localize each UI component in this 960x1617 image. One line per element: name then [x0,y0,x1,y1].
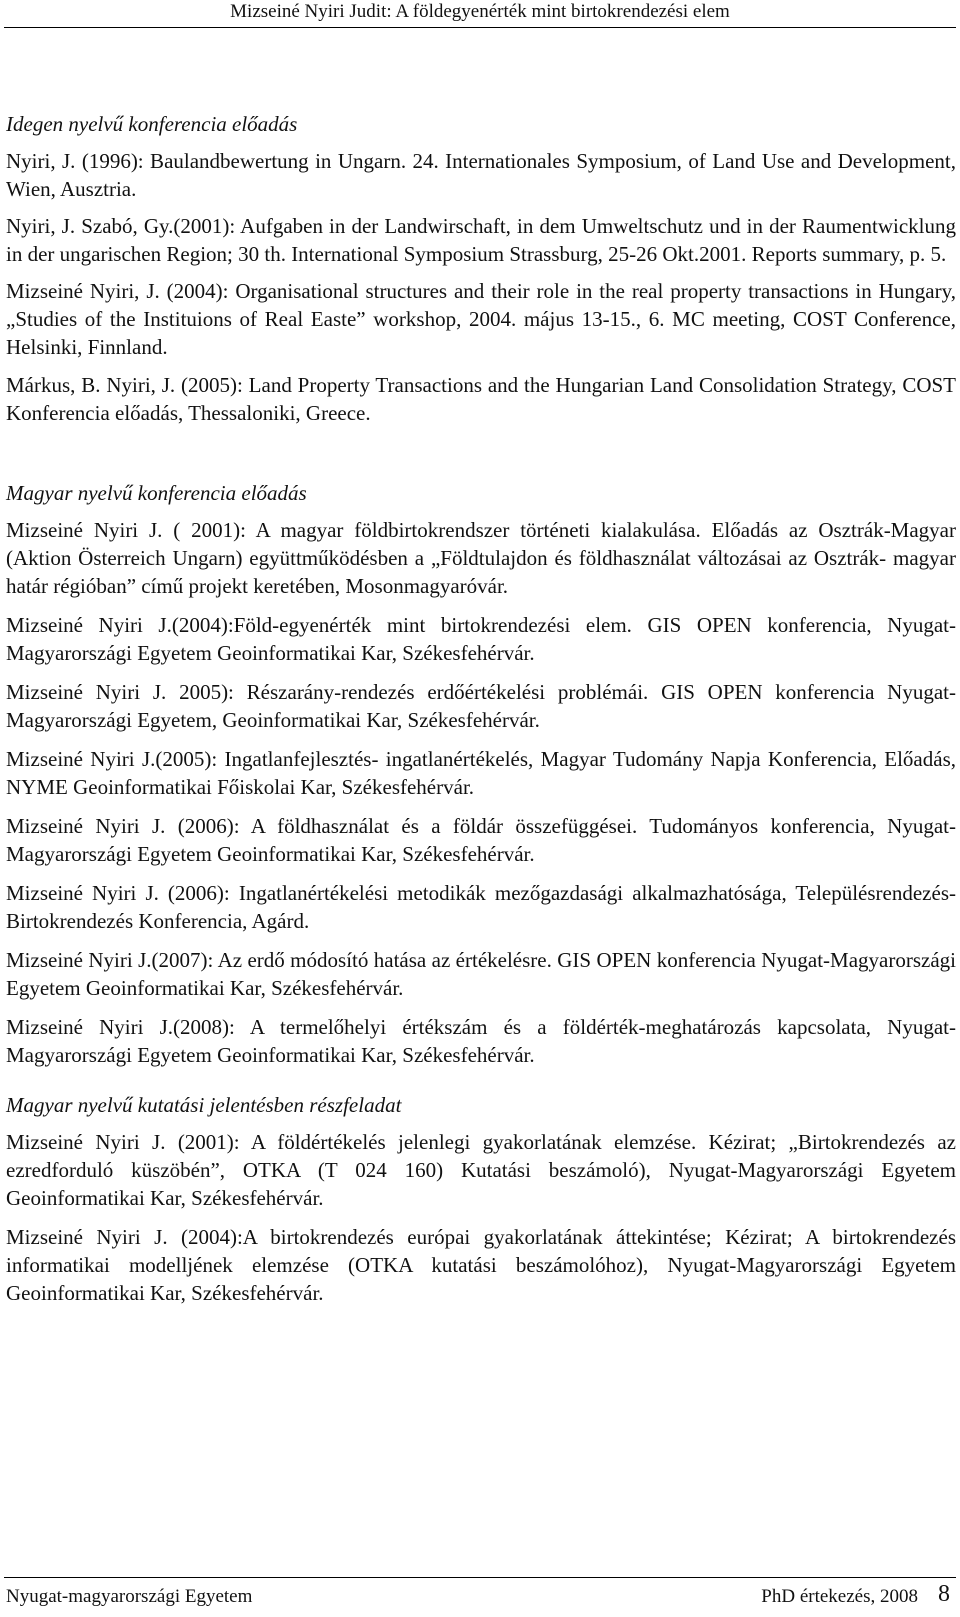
reference-entry: Mizseiné Nyiri J.(2007): Az erdő módosító hatása az értékelésre. GIS OPEN konferencia Nyugat-Magyarországi Egyetem Geoinformatikai Kar, Székesfehérvár. [6,948,956,1000]
reference-entry: Mizseiné Nyiri J.(2005): Ingatlanfejlesztés- ingatlanértékelés, Magyar Tudomány Napja Konferencia, Előadás, NYME Geoinformatikai Főiskolai Kar, Székesfehérvár. [6,747,956,799]
footer-rule [4,1577,956,1578]
reference-entry: Nyiri, J. Szabó, Gy.(2001): Aufgaben in der Landwirschaft, in dem Umweltschutz und in der Raumentwicklung in der ungarischen Region; 30 th. International Symposium Strassburg, 25-26 Okt.2001. Reports summary, p. 5. [6,214,956,266]
reference-entry: Mizseiné Nyiri J. 2005): Részarány-rendezés erdőértékelési problémái. GIS OPEN konferencia Nyugat-Magyarországi Egyetem, Geoinformatikai Kar, Székesfehérvár. [6,680,956,732]
section-title-research-report: Magyar nyelvű kutatási jelentésben részfeladat [6,1093,402,1117]
page-number: 8 [938,1581,950,1607]
reference-entry: Mizseiné Nyiri J. (2006): Ingatlanértékelési metodikák mezőgazdasági alkalmazhatósága, Településrendezés-Birtokrendezés Konferencia, Agárd. [6,881,956,933]
reference-entry: Mizseiné Nyiri, J. (2004): Organisational structures and their role in the real property transactions in Hungary, „Studies of the Instituions of Real Easte” workshop, 2004. május 13-15., 6. MC meeting, COST Conference, Helsinki, Finnland. [6,279,956,359]
reference-entry: Mizseiné Nyiri J.(2008): A termelőhelyi értékszám és a földérték-meghatározás kapcsolata, Nyugat-Magyarországi Egyetem Geoinformatikai Kar, Székesfehérvár. [6,1015,956,1067]
section-title-hungarian-conference: Magyar nyelvű konferencia előadás [6,481,307,505]
section-title-foreign-conference: Idegen nyelvű konferencia előadás [6,112,298,136]
reference-entry: Nyiri, J. (1996): Baulandbewertung in Ungarn. 24. Internationales Symposium, of Land Use and Development, Wien, Ausztria. [6,149,956,201]
reference-entry: Márkus, B. Nyiri, J. (2005): Land Property Transactions and the Hungarian Land Consolidation Strategy, COST Konferencia előadás, Thessaloniki, Greece. [6,373,956,425]
reference-entry: Mizseiné Nyiri J. (2001): A földértékelés jelenlegi gyakorlatának elemzése. Kézirat; „Birtokrendezés az ezredforduló küszöbén”, OTKA (T 024 160) Kutatási beszámoló), Nyugat-Magyarországi Egyetem Geoinformatikai Kar, Székesfehérvár. [6,1130,956,1210]
document-body [6,110,956,1307]
reference-entry: Mizseiné Nyiri J.(2004):Föld-egyenérték mint birtokrendezési elem. GIS OPEN konferencia, Nyugat-Magyarországi Egyetem Geoinformatikai Kar, Székesfehérvár. [6,613,956,665]
header-title: Mizseiné Nyiri Judit: A földegyenérték mint birtokrendezési elem [230,1,730,22]
reference-entry: Mizseiné Nyiri J. ( 2001): A magyar földbirtokrendszer történeti kialakulása. Előadás az Osztrák-Magyar (Aktion Österreich Ungarn) együttműködésben a „Földtulajdon és földhasználat változásai az Osztrák- magyar határ régióban” című projekt keretében, Mosonmagyaróvár. [6,518,956,598]
reference-entry: Mizseiné Nyiri J. (2004):A birtokrendezés európai gyakorlatának áttekintése; Kézirat; A birtokrendezés informatikai modelljének elemzése (OTKA kutatási beszámolóhoz), Nyugat-Magyarországi Egyetem Geoinformatikai Kar, Székesfehérvár. [6,1225,956,1305]
page-footer [6,1583,950,1613]
reference-entry: Mizseiné Nyiri J. (2006): A földhasználat és a földár összefüggései. Tudományos konferencia, Nyugat-Magyarországi Egyetem Geoinformatikai Kar, Székesfehérvár. [6,814,956,866]
page-header [0,0,960,30]
footer-university: Nyugat-magyarországi Egyetem [6,1586,253,1607]
header-rule [4,27,956,28]
footer-thesis-label: PhD értekezés, 2008 [761,1586,918,1607]
